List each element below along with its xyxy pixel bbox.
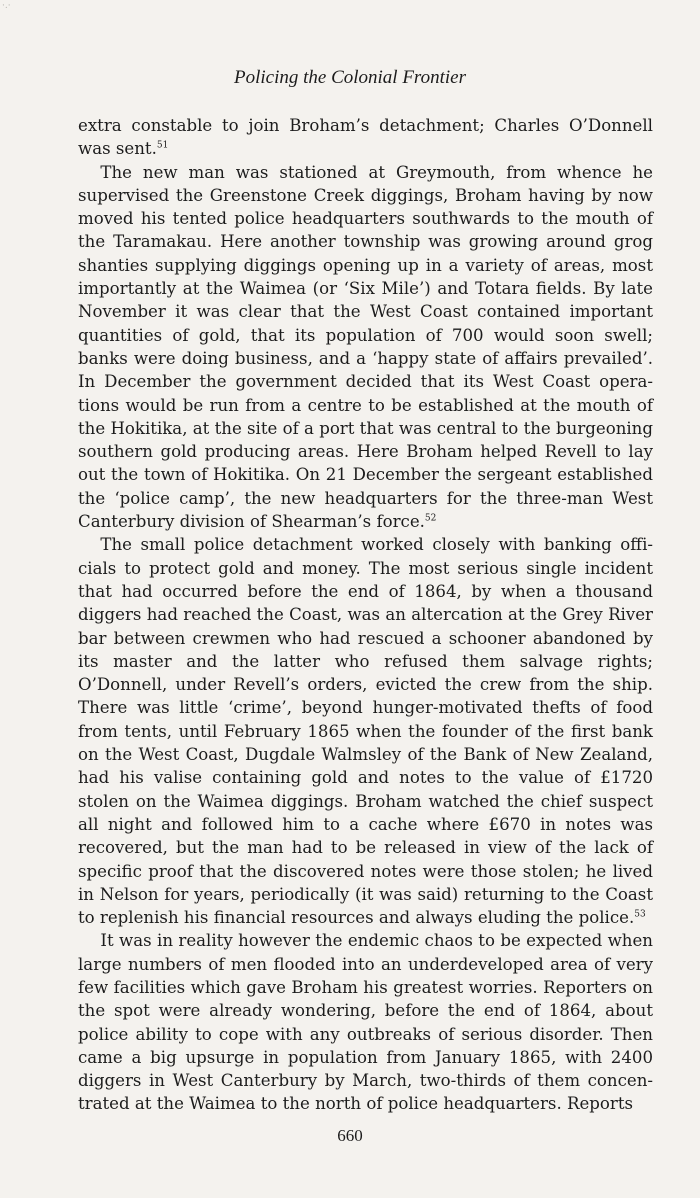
footnote-marker: 53	[634, 909, 646, 920]
body-text	[78, 114, 653, 1116]
page-number: 660	[337, 1126, 363, 1145]
paragraph-text: The small police detachment worked closely with banking officials to protect gold and money. The most serious single incident that had occurred before the end of 1864, by when a thousand diggers had reached the Coast, was an altercation at the Grey River bar between crewmen who had rescued a schooner abandoned by its master and the latter who refused them salvage rights; O’Donnell, under Revell’s orders, evicted the crew from the ship. There was little ‘crime’, beyond hunger-motivated thefts of food from tents, until February 1865 when the founder of the first bank on the West Coast, Dugdale Walmsley of the Bank of New Zealand, had his valise containing gold and notes to the value of £1720 stolen on the Waimea diggings. Broham watched the chief suspect all night and followed him to a cache where £670 in notes was recovered, but the man had to be released in view of the lack of specific proof that the discovered notes were those stolen; he lived in Nelson for years, periodically (it was said) returning to the Coast to replenish his financial resources and always eluding the police.	[78, 535, 653, 928]
paragraph-text: extra constable to join Broham’s detachment; Charles O’Donnell was sent.	[78, 116, 653, 159]
paragraph	[78, 161, 653, 534]
paragraph	[78, 929, 653, 1115]
scan-artifact: ·.·	[2, 1, 11, 11]
running-head: Policing the Colonial Frontier	[233, 67, 467, 88]
paragraph	[78, 533, 653, 929]
footnote-marker: 51	[156, 140, 169, 151]
paragraph	[78, 114, 653, 161]
paragraph-text: It was in reality however the endemic chaos to be expected when large numbers of men flooded into an underdeveloped area of very few facilities which gave Broham his greatest worries. Reporters on the spot were already wondering, before the end of 1864, about police ability to cope with any outbreaks of serious disorder. Then came a big upsurge in population from January 1865, with 2400 diggers in West Canterbury by March, two-thirds of them concentrated at the Waimea to the north of police headquarters. Reports	[78, 931, 653, 1114]
paragraph-text: The new man was stationed at Greymouth, from whence he supervised the Greenstone Creek diggings, Broham having by now moved his tented police headquarters southwards to the mouth of the Taramakau. Here another township was growing around grog shanties supplying diggings opening up in a variety of areas, most importantly at the Waimea (or ‘Six Mile’) and Totara fields. By late November it was clear that the West Coast contained important quantities of gold, that its population of 700 would soon swell; banks were doing business, and a ‘happy state of affairs prevailed’. In December the government decided that its West Coast operations would be run from a centre to be established at the mouth of the Hokitika, at the site of a port that was central to the burgeoning southern gold producing areas. Here Broham helped Revell to lay out the town of Hokitika. On 21 December the sergeant established the ‘police camp’, the new headquarters for the three-man West Canterbury division of Shearman’s force.	[78, 162, 653, 532]
footnote-marker: 52	[424, 513, 437, 524]
